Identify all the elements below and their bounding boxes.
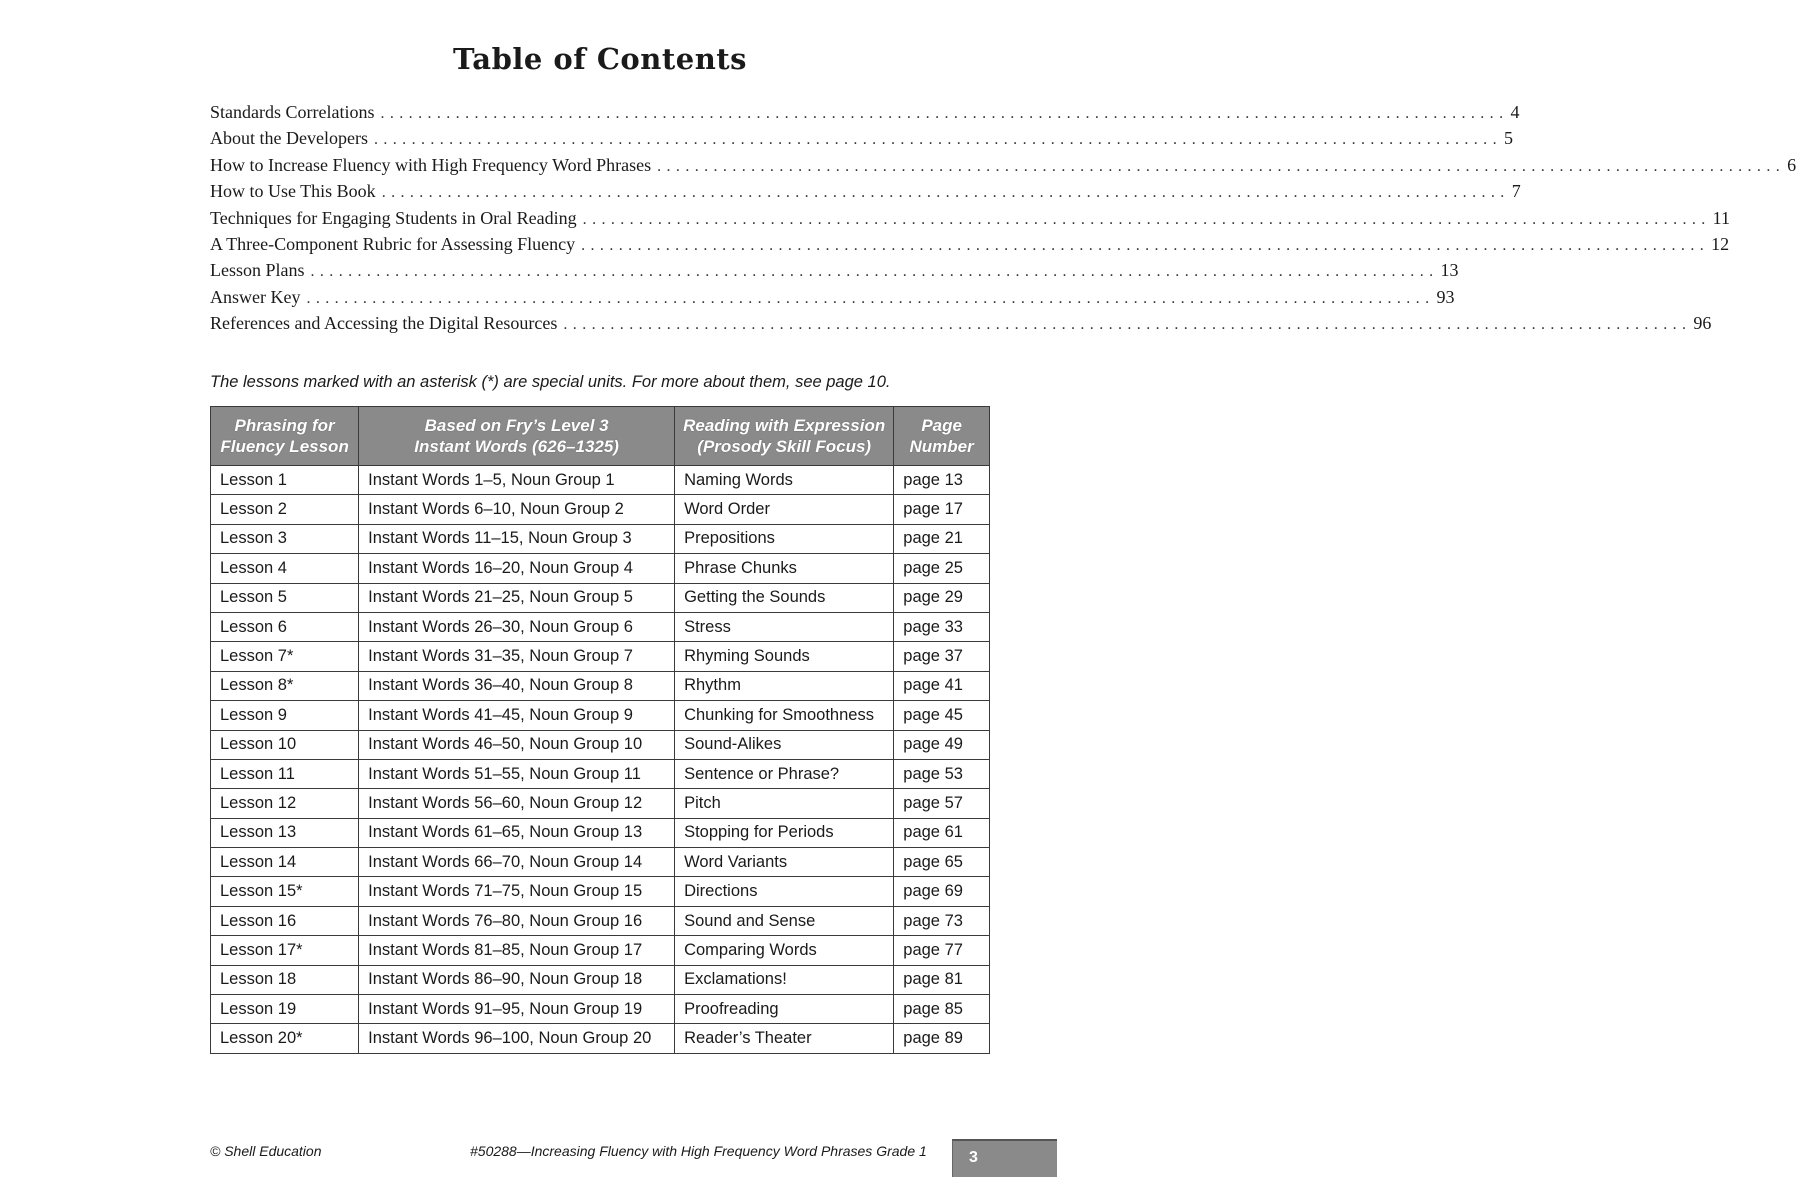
prosody-skill-cell: Comparing Words	[675, 936, 894, 965]
page-cell: page 85	[894, 995, 990, 1024]
table-row	[211, 965, 990, 994]
table-row	[211, 730, 990, 759]
page-cell: page 21	[894, 524, 990, 553]
page-number: 3	[969, 1149, 978, 1166]
lesson-cell: Lesson 12	[211, 789, 359, 818]
table-row	[211, 789, 990, 818]
toc-entry	[210, 102, 1520, 128]
header-page-number-line1: Page	[921, 416, 962, 435]
header-prosody-line1: Reading with Expression	[683, 416, 886, 435]
lesson-cell: Lesson 6	[211, 612, 359, 641]
page-title: Table of Contents	[452, 42, 747, 76]
table-row	[211, 759, 990, 788]
instant-words-cell: Instant Words 26–30, Noun Group 6	[359, 612, 675, 641]
toc-entry	[210, 154, 1796, 181]
page-cell: page 65	[894, 848, 990, 877]
header-instant-words-line1: Based on Fry’s Level 3	[424, 416, 609, 435]
instant-words-cell: Instant Words 1–5, Noun Group 1	[359, 466, 675, 495]
lesson-cell: Lesson 5	[211, 583, 359, 612]
toc-entry-label: Lesson Plans	[210, 260, 305, 281]
toc-dot-leader: ........................................................................................................................	[582, 210, 1711, 228]
table-row	[211, 524, 990, 553]
asterisk-note: The lessons marked with an asterisk (*) are special units. For more about them, see page 10.	[210, 373, 891, 391]
page-cell: page 45	[894, 701, 990, 730]
lesson-cell: Lesson 16	[211, 906, 359, 935]
page-cell: page 69	[894, 877, 990, 906]
instant-words-cell: Instant Words 16–20, Noun Group 4	[359, 554, 675, 583]
lesson-cell: Lesson 3	[211, 524, 359, 553]
header-page-number	[894, 407, 990, 466]
instant-words-cell: Instant Words 86–90, Noun Group 18	[359, 965, 675, 994]
instant-words-cell: Instant Words 91–95, Noun Group 19	[359, 995, 675, 1024]
toc-entry	[210, 260, 1459, 286]
table-row	[211, 583, 990, 612]
toc-dot-leader: ........................................................................................................................	[563, 316, 1692, 334]
page-cell: page 81	[894, 965, 990, 994]
page-cell: page 77	[894, 936, 990, 965]
prosody-skill-cell: Stress	[675, 612, 894, 641]
table-row	[211, 936, 990, 965]
header-page-number-line2: Number	[909, 437, 974, 456]
lesson-cell: Lesson 11	[211, 759, 359, 788]
toc-entry-page: 96	[1693, 313, 1712, 334]
toc-dot-leader: ........................................................................................................................	[373, 131, 1502, 149]
lesson-cell: Lesson 9	[211, 701, 359, 730]
instant-words-cell: Instant Words 11–15, Noun Group 3	[359, 524, 675, 553]
instant-words-cell: Instant Words 36–40, Noun Group 8	[359, 671, 675, 700]
header-lesson-line2: Fluency Lesson	[220, 437, 349, 456]
prosody-skill-cell: Stopping for Periods	[675, 818, 894, 847]
toc-dot-leader: ........................................................................................................................	[581, 236, 1710, 254]
instant-words-cell: Instant Words 31–35, Noun Group 7	[359, 642, 675, 671]
toc-entry-label: Techniques for Engaging Students in Oral Reading	[210, 207, 577, 228]
toc-entry-page: 6	[1787, 154, 1796, 175]
table-row	[211, 554, 990, 583]
toc-entry-label: How to Increase Fluency with High Frequency Word Phrases	[210, 154, 652, 175]
prosody-skill-cell: Prepositions	[675, 524, 894, 553]
footer-publisher: © Shell Education	[210, 1143, 322, 1159]
page-cell: page 13	[894, 466, 990, 495]
toc-entry	[210, 286, 1455, 313]
table-row	[211, 906, 990, 935]
table-row	[211, 642, 990, 671]
prosody-skill-cell: Exclamations!	[675, 965, 894, 994]
table-row	[211, 701, 990, 730]
instant-words-cell: Instant Words 66–70, Noun Group 14	[359, 848, 675, 877]
lesson-cell: Lesson 13	[211, 818, 359, 847]
lesson-cell: Lesson 7*	[211, 642, 359, 671]
lesson-cell: Lesson 2	[211, 495, 359, 524]
toc-dot-leader: ........................................................................................................................	[306, 289, 1435, 307]
page-cell: page 89	[894, 1024, 990, 1053]
page-number-box	[952, 1139, 1057, 1177]
header-lesson	[211, 407, 359, 466]
instant-words-cell: Instant Words 51–55, Noun Group 11	[359, 759, 675, 788]
table-row	[211, 466, 990, 495]
prosody-skill-cell: Word Order	[675, 495, 894, 524]
toc-entry-label: References and Accessing the Digital Resources	[210, 313, 558, 334]
table-header-row	[211, 407, 990, 466]
table-row	[211, 495, 990, 524]
table-row	[211, 1024, 990, 1053]
instant-words-cell: Instant Words 41–45, Noun Group 9	[359, 701, 675, 730]
prosody-skill-cell: Directions	[675, 877, 894, 906]
instant-words-cell: Instant Words 71–75, Noun Group 15	[359, 877, 675, 906]
page-cell: page 25	[894, 554, 990, 583]
prosody-skill-cell: Rhyming Sounds	[675, 642, 894, 671]
footer-book-title: #50288—Increasing Fluency with High Frequency Word Phrases Grade 1	[470, 1143, 927, 1159]
page-cell: page 61	[894, 818, 990, 847]
toc-entry-label: A Three-Component Rubric for Assessing Fluency	[210, 233, 576, 254]
table-row	[211, 848, 990, 877]
toc-dot-leader: ........................................................................................................................	[310, 263, 1439, 281]
header-instant-words	[359, 407, 675, 466]
toc-entry	[210, 128, 1513, 154]
lesson-cell: Lesson 20*	[211, 1024, 359, 1053]
page-cell: page 53	[894, 759, 990, 788]
toc-entry-page: 5	[1503, 128, 1513, 149]
toc-entry-label: How to Use This Book	[210, 181, 376, 202]
prosody-skill-cell: Sound and Sense	[675, 906, 894, 935]
table-row	[211, 612, 990, 641]
instant-words-cell: Instant Words 96–100, Noun Group 20	[359, 1024, 675, 1053]
header-lesson-line1: Phrasing for	[234, 416, 335, 435]
toc-entry-label: Standards Correlations	[210, 102, 375, 122]
toc-dot-leader: ........................................................................................................................	[657, 157, 1786, 175]
lesson-cell: Lesson 19	[211, 995, 359, 1024]
lesson-cell: Lesson 1	[211, 466, 359, 495]
page-cell: page 41	[894, 671, 990, 700]
toc-entry-label: About the Developers	[210, 128, 368, 149]
instant-words-cell: Instant Words 56–60, Noun Group 12	[359, 789, 675, 818]
table-row	[211, 877, 990, 906]
instant-words-cell: Instant Words 6–10, Noun Group 2	[359, 495, 675, 524]
table-of-contents	[210, 102, 1796, 340]
table-row	[211, 995, 990, 1024]
prosody-skill-cell: Chunking for Smoothness	[675, 701, 894, 730]
lesson-cell: Lesson 14	[211, 848, 359, 877]
page-cell: page 49	[894, 730, 990, 759]
header-instant-words-line2: Instant Words (626–1325)	[414, 437, 619, 456]
instant-words-cell: Instant Words 46–50, Noun Group 10	[359, 730, 675, 759]
prosody-skill-cell: Proofreading	[675, 995, 894, 1024]
instant-words-cell: Instant Words 61–65, Noun Group 13	[359, 818, 675, 847]
page-cell: page 33	[894, 612, 990, 641]
toc-dot-leader: ........................................................................................................................	[380, 105, 1509, 122]
page-cell: page 57	[894, 789, 990, 818]
instant-words-cell: Instant Words 76–80, Noun Group 16	[359, 906, 675, 935]
lesson-cell: Lesson 15*	[211, 877, 359, 906]
lesson-cell: Lesson 18	[211, 965, 359, 994]
header-prosody	[675, 407, 894, 466]
toc-entry	[210, 313, 1712, 339]
header-prosody-line2: (Prosody Skill Focus)	[697, 437, 872, 456]
toc-entry-page: 7	[1511, 181, 1521, 202]
table-row	[211, 818, 990, 847]
toc-entry	[210, 181, 1521, 207]
instant-words-cell: Instant Words 81–85, Noun Group 17	[359, 936, 675, 965]
toc-entry	[210, 233, 1730, 260]
toc-entry-page: 13	[1440, 260, 1459, 281]
lesson-cell: Lesson 8*	[211, 671, 359, 700]
page-cell: page 73	[894, 906, 990, 935]
toc-entry-label: Answer Key	[210, 286, 301, 307]
prosody-skill-cell: Sentence or Phrase?	[675, 759, 894, 788]
toc-entry	[210, 207, 1731, 234]
toc-dot-leader: ........................................................................................................................	[381, 184, 1510, 202]
prosody-skill-cell: Rhythm	[675, 671, 894, 700]
prosody-skill-cell: Naming Words	[675, 466, 894, 495]
instant-words-cell: Instant Words 21–25, Noun Group 5	[359, 583, 675, 612]
prosody-skill-cell: Reader’s Theater	[675, 1024, 894, 1053]
toc-entry-page: 4	[1510, 102, 1520, 122]
lessons-table	[210, 406, 990, 1054]
table-row	[211, 671, 990, 700]
page-cell: page 17	[894, 495, 990, 524]
prosody-skill-cell: Getting the Sounds	[675, 583, 894, 612]
page-cell: page 37	[894, 642, 990, 671]
toc-entry-page: 93	[1436, 286, 1455, 307]
page-cell: page 29	[894, 583, 990, 612]
lesson-cell: Lesson 10	[211, 730, 359, 759]
prosody-skill-cell: Sound-Alikes	[675, 730, 894, 759]
prosody-skill-cell: Word Variants	[675, 848, 894, 877]
prosody-skill-cell: Pitch	[675, 789, 894, 818]
toc-entry-page: 11	[1712, 207, 1731, 228]
lesson-cell: Lesson 17*	[211, 936, 359, 965]
toc-entry-page: 12	[1711, 233, 1730, 254]
prosody-skill-cell: Phrase Chunks	[675, 554, 894, 583]
lesson-cell: Lesson 4	[211, 554, 359, 583]
